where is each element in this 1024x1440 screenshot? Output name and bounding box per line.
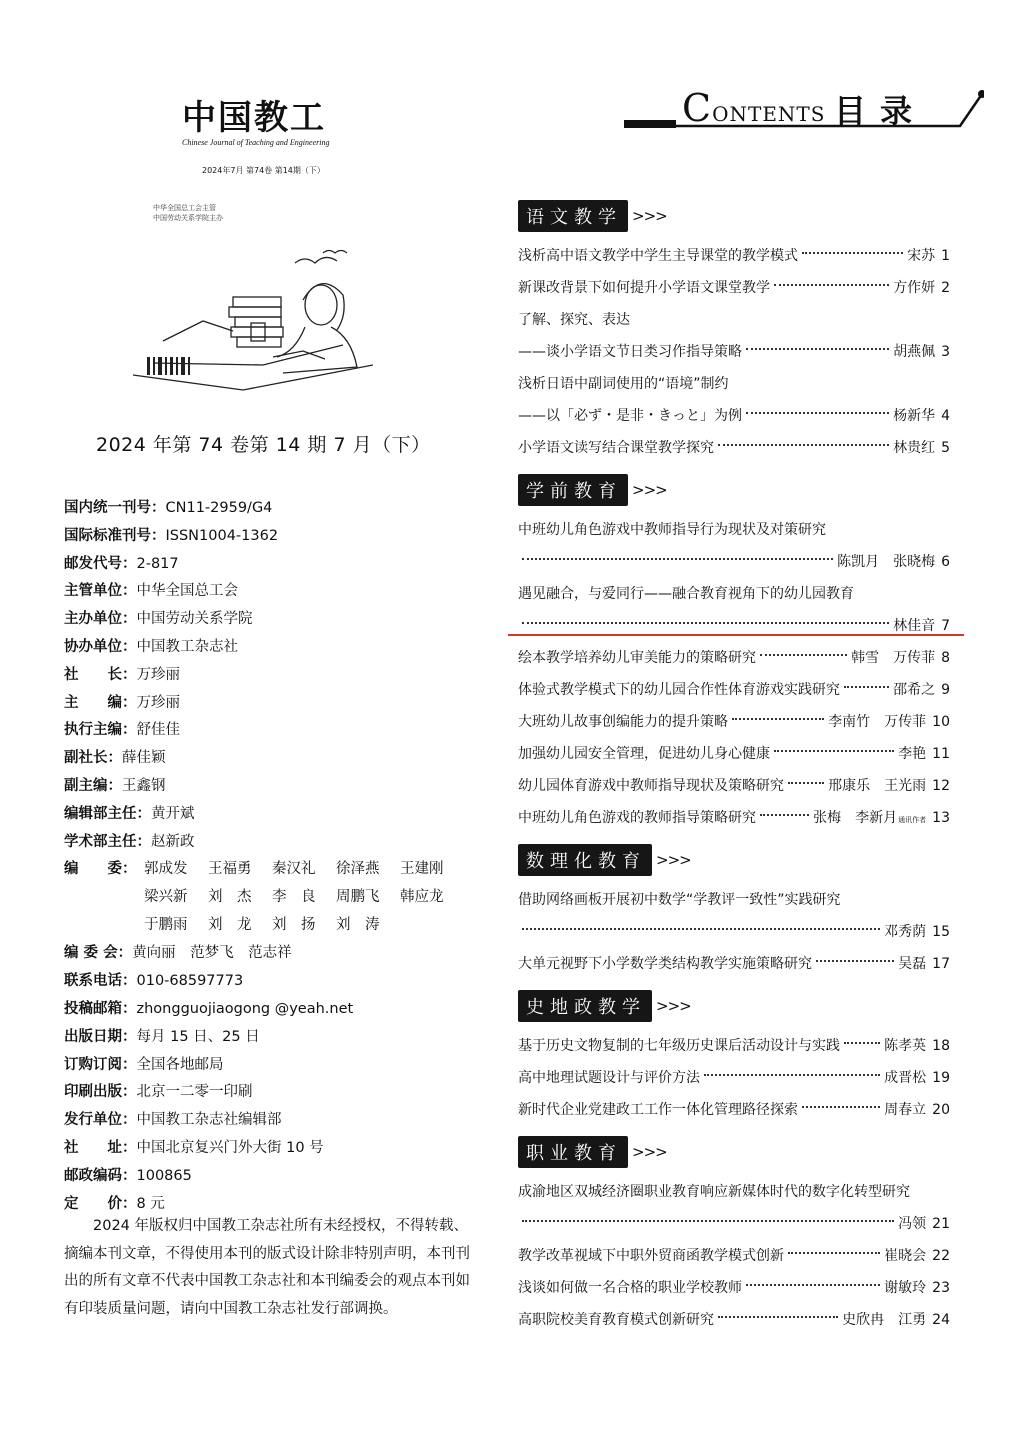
toc-entry[interactable]: 大班幼儿故事创编能力的提升策略 李南竹 万传菲 10 xyxy=(518,714,950,730)
section-header: 职业教育 >>> xyxy=(518,1135,950,1169)
info-row: 订购订阅：全国各地邮局 xyxy=(64,1056,224,1073)
section-header: 数理化教育 >>> xyxy=(518,843,950,877)
info-row: 定 价：8 元 xyxy=(64,1195,165,1212)
info-row: 主办单位：中国劳动关系学院 xyxy=(64,611,253,628)
toc-entry[interactable]: 体验式教学模式下的幼儿园合作性体育游戏实践研究 邵希之 9 xyxy=(518,682,950,698)
info-row: 社 址：中国北京复兴门外大街 10 号 xyxy=(64,1139,324,1156)
toc-entry[interactable]: 大单元视野下小学数学类结构教学实施策略研究 吴磊 17 xyxy=(518,956,950,972)
toc-entry[interactable]: 小学语文读写结合课堂教学探究 林贵红 5 xyxy=(518,440,950,456)
toc-entry-title[interactable]: 中班幼儿角色游戏中教师指导行为现状及对策研究 xyxy=(518,522,826,538)
toc-entry-title[interactable]: 遇见融合，与爱同行——融合教育视角下的幼儿园教育 xyxy=(518,586,854,602)
toc-entry[interactable]: 绘本教学培养幼儿审美能力的策略研究 韩雪 万传菲 8 xyxy=(518,650,950,666)
section-header: 语文教学 >>> xyxy=(518,199,950,233)
toc-entry[interactable]: 基于历史文物复制的七年级历史课后活动设计与实践 陈孝英 18 xyxy=(518,1038,950,1054)
info-row: 邮发代号：2-817 xyxy=(64,555,179,572)
info-row: 投稿邮箱：zhongguojiaogong @yeah.net xyxy=(64,1000,354,1017)
contents-word: CONTENTS xyxy=(682,86,826,130)
editorial-committee: 编 委： 郭成发 王福勇 秦汉礼 徐泽燕 王建刚 梁兴新 刘 杰 李 良 周鹏飞 韩应龙 于鹏雨 刘 龙 刘 扬 刘 涛 xyxy=(64,856,484,940)
info-row: 邮政编码：100865 xyxy=(64,1167,192,1184)
volume-line: 2024 年第 74 卷第 14 期 7 月（下） xyxy=(96,434,431,456)
toc-entry-title[interactable]: 浅析日语中副词使用的“语境”制约 xyxy=(518,376,729,392)
info-row: 编辑部主任：黄开斌 xyxy=(64,805,195,822)
toc-entry[interactable]: 加强幼儿园安全管理，促进幼儿身心健康 李艳 11 xyxy=(518,746,950,762)
toc-entry[interactable]: ——以「必ず・是非・きっと」为例 杨新华 4 xyxy=(518,408,950,424)
info-row: 协办单位：中国教工杂志社 xyxy=(64,638,238,655)
cover-illustration xyxy=(133,245,373,405)
section-header: 史地政教学 >>> xyxy=(518,989,950,1023)
toc-entry[interactable]: 新时代企业党建政工工作一体化管理路径探索 周春立 20 xyxy=(518,1102,950,1118)
toc-entry[interactable]: 邓秀荫 15 xyxy=(518,916,950,948)
toc-entry[interactable]: 中班幼儿角色游戏的教师指导策略研究 张梅 李新月 通讯作者 13 xyxy=(518,810,950,826)
info-row: 编 委 会：黄向丽 范梦飞 范志祥 xyxy=(64,945,292,962)
publication-info xyxy=(64,495,484,1218)
toc-entry[interactable]: 高职院校美育教育模式创新研究 史欣冉 江勇 24 xyxy=(518,1312,950,1328)
issue-line: 2024年7月 第74卷 第14期（下） xyxy=(202,166,325,175)
info-row: 学术部主任：赵新政 xyxy=(64,833,195,850)
journal-title: 中国教工 xyxy=(182,98,326,138)
toc-entry[interactable]: 冯领 21 xyxy=(518,1208,950,1240)
stamp-text: 中华全国总工会主管 中国劳动关系学院主办 xyxy=(153,204,223,222)
contents-title: 目录 xyxy=(834,92,927,130)
committee-names: 郭成发 王福勇 秦汉礼 徐泽燕 王建刚 梁兴新 刘 杰 李 良 周鹏飞 韩应龙 于鹏雨 刘 龙 刘 扬 刘 涛 xyxy=(144,861,444,933)
info-row: 主管单位：中华全国总工会 xyxy=(64,583,238,600)
section-header: 学前教育 >>> xyxy=(518,473,950,507)
info-row: 印刷出版：北京一二零一印刷 xyxy=(64,1084,253,1101)
toc-entry-title[interactable]: 了解、探究、表达 xyxy=(518,312,630,328)
toc-entry[interactable]: 教学改革视域下中职外贸商函教学模式创新 崔晓会 22 xyxy=(518,1248,950,1264)
toc-entry[interactable]: 浅谈如何做一名合格的职业学校教师 谢敏玲 23 xyxy=(518,1280,950,1296)
toc-entry[interactable]: ——谈小学语文节日类习作指导策略 胡燕佩 3 xyxy=(518,344,950,360)
info-row: 发行单位：中国教工杂志社编辑部 xyxy=(64,1112,282,1129)
toc-entry[interactable]: 新课改背景下如何提升小学语文课堂教学 方作妍 2 xyxy=(518,280,950,296)
info-row: 国际标准刊号：ISSN1004-1362 xyxy=(64,527,279,544)
toc-entry[interactable]: 陈凯月 张晓梅 6 xyxy=(518,546,950,578)
contents-header xyxy=(624,80,984,140)
info-row: 主 编：万珍丽 xyxy=(64,694,180,711)
toc-entry[interactable]: 幼儿园体育游戏中教师指导现状及策略研究 邢康乐 王光雨 12 xyxy=(518,778,950,794)
masthead xyxy=(182,100,329,147)
info-row: 联系电话：010-68597773 xyxy=(64,973,244,990)
info-row: 副社长：薛佳颖 xyxy=(64,750,166,767)
info-row: 出版日期：每月 15 日、25 日 xyxy=(64,1028,260,1045)
info-row: 执行主编：舒佳佳 xyxy=(64,722,180,739)
table-of-contents xyxy=(518,190,950,1336)
info-row: 国内统一刊号：CN11-2959/G4 xyxy=(64,500,273,516)
info-row: 副主编：王鑫钢 xyxy=(64,777,166,794)
toc-entry[interactable]: 浅析高中语文教学中学生主导课堂的教学模式 宋苏 1 xyxy=(518,248,950,264)
toc-entry[interactable]: 高中地理试题设计与评价方法 成晋松 19 xyxy=(518,1070,950,1086)
info-row: 社 长：万珍丽 xyxy=(64,666,180,683)
journal-subtitle: Chinese Journal of Teaching and Engineering xyxy=(182,138,330,147)
copyright-notice: 2024 年版权归中国教工杂志社所有未经授权，不得转载、摘编本刊文章，不得使用本刊的版式设计除非特别声明，本刊刊出的所有文章不代表中国教工杂志社和本刊编委会的观点本刊如有印装质量问题，请向中国教工杂志社发行部调换。 xyxy=(64,1218,470,1317)
toc-entry-title[interactable]: 借助网络画板开展初中数学“学教评一致性”实践研究 xyxy=(518,892,841,908)
toc-entry[interactable]: 林佳音 7 xyxy=(518,610,950,642)
toc-entry-title[interactable]: 成渝地区双城经济圈职业教育响应新媒体时代的数字化转型研究 xyxy=(518,1184,910,1200)
